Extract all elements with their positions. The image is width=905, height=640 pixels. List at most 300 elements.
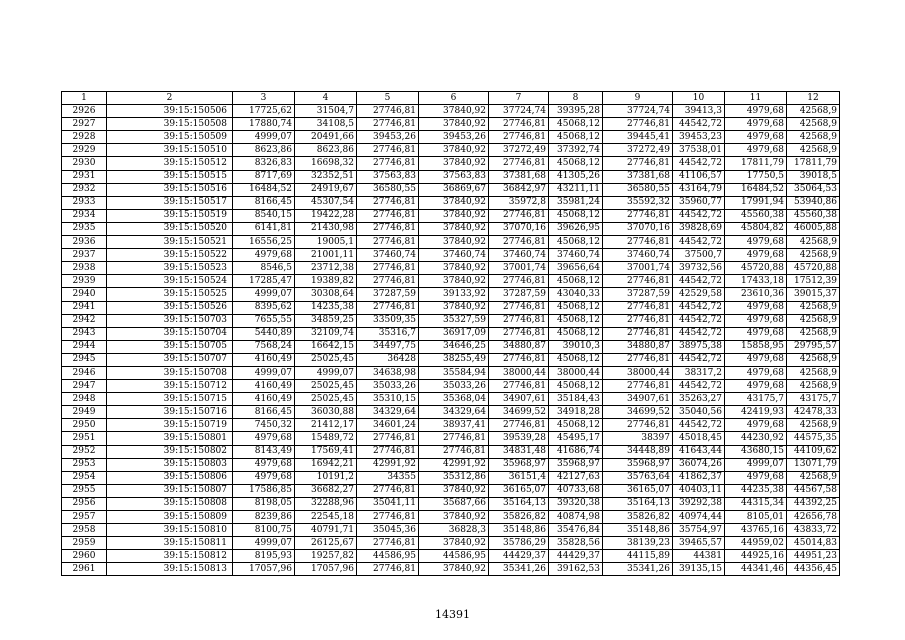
table-cell: 37724,74: [603, 105, 673, 118]
table-row: [62, 550, 840, 563]
table-cell: 27746,81: [489, 353, 549, 366]
column-header: 12: [787, 92, 840, 105]
table-cell: 35316,7: [357, 327, 419, 340]
table-cell: 34831,48: [489, 445, 549, 458]
table-cell: 27746,81: [357, 105, 419, 118]
table-cell: 2961: [62, 563, 107, 576]
table-cell: 44542,72: [673, 380, 725, 393]
table-cell: 27746,81: [357, 275, 419, 288]
table-cell: 2942: [62, 314, 107, 327]
table-cell: 35184,43: [549, 393, 603, 406]
table-cell: 39:15:150808: [107, 497, 233, 510]
column-header: 6: [419, 92, 489, 105]
table-cell: 27746,81: [489, 327, 549, 340]
table-cell: 34329,64: [357, 406, 419, 419]
table-row: [62, 275, 840, 288]
table-row: [62, 563, 840, 576]
table-row: [62, 236, 840, 249]
table-cell: 32288,96: [295, 497, 357, 510]
table-cell: 37272,49: [489, 144, 549, 157]
table-cell: 44586,95: [419, 550, 489, 563]
table-cell: 37840,92: [419, 537, 489, 550]
table-cell: 37287,59: [603, 288, 673, 301]
table-cell: 36580,55: [357, 183, 419, 196]
table-cell: 39135,15: [673, 563, 725, 576]
column-header: 10: [673, 92, 725, 105]
table-cell: 38000,44: [603, 366, 673, 379]
table-cell: 39:15:150517: [107, 196, 233, 209]
table-cell: 17725,62: [233, 105, 295, 118]
table-cell: 27746,81: [489, 301, 549, 314]
table-cell: 35041,11: [357, 497, 419, 510]
table-cell: 8717,69: [233, 170, 295, 183]
table-cell: 39465,57: [673, 537, 725, 550]
table-cell: 36917,09: [419, 327, 489, 340]
table-cell: 34699,52: [603, 406, 673, 419]
table-cell: 34638,98: [357, 366, 419, 379]
table-cell: 2960: [62, 550, 107, 563]
table-cell: 2937: [62, 249, 107, 262]
table-cell: 8198,05: [233, 497, 295, 510]
table-cell: 35592,32: [603, 196, 673, 209]
table-cell: 39453,26: [419, 131, 489, 144]
column-header: 5: [357, 92, 419, 105]
table-cell: 39453,26: [357, 131, 419, 144]
table-cell: 8326,83: [233, 157, 295, 170]
table-cell: 27746,81: [357, 222, 419, 235]
table-cell: 35960,77: [673, 196, 725, 209]
table-cell: 8395,62: [233, 301, 295, 314]
table-cell: 2948: [62, 393, 107, 406]
column-header: 3: [233, 92, 295, 105]
table-cell: 36828,3: [419, 524, 489, 537]
table-row: [62, 144, 840, 157]
table-cell: 2928: [62, 131, 107, 144]
table-cell: 5440,89: [233, 327, 295, 340]
table-cell: 4160,49: [233, 380, 295, 393]
column-header: 9: [603, 92, 673, 105]
table-cell: 2935: [62, 222, 107, 235]
table-cell: 39:15:150522: [107, 249, 233, 262]
table-cell: 25025,45: [295, 393, 357, 406]
table-cell: 39:15:150707: [107, 353, 233, 366]
table-cell: 45560,38: [725, 209, 787, 222]
table-cell: 8195,93: [233, 550, 295, 563]
table-cell: 44567,58: [787, 484, 840, 497]
table-cell: 37840,92: [419, 262, 489, 275]
table-cell: 2947: [62, 380, 107, 393]
table-cell: 15489,72: [295, 432, 357, 445]
table-cell: 42568,9: [787, 380, 840, 393]
table-cell: 36580,55: [603, 183, 673, 196]
table-cell: 45068,12: [549, 131, 603, 144]
table-cell: 4999,07: [233, 537, 295, 550]
table-cell: 21430,98: [295, 222, 357, 235]
table-cell: 2944: [62, 340, 107, 353]
table-row: [62, 118, 840, 131]
table-cell: 16484,52: [233, 183, 295, 196]
table-cell: 2958: [62, 524, 107, 537]
table-cell: 27746,81: [489, 131, 549, 144]
table-row: [62, 327, 840, 340]
table-cell: 27746,81: [357, 511, 419, 524]
table-cell: 27746,81: [489, 419, 549, 432]
table-cell: 37563,83: [419, 170, 489, 183]
table-cell: 37840,92: [419, 222, 489, 235]
table-row: [62, 301, 840, 314]
table-cell: 2952: [62, 445, 107, 458]
column-header: 11: [725, 92, 787, 105]
table-cell: 22545,18: [295, 511, 357, 524]
table-cell: 39162,53: [549, 563, 603, 576]
table-row: [62, 524, 840, 537]
table-cell: 39:15:150704: [107, 327, 233, 340]
column-header: 4: [295, 92, 357, 105]
table-cell: 4979,68: [233, 471, 295, 484]
table-cell: 2959: [62, 537, 107, 550]
table-cell: 16556,25: [233, 236, 295, 249]
table-cell: 44542,72: [673, 314, 725, 327]
table-cell: 2940: [62, 288, 107, 301]
table-cell: 35263,27: [673, 393, 725, 406]
table-cell: 2956: [62, 497, 107, 510]
table-cell: 42568,9: [787, 249, 840, 262]
column-header: 1: [62, 92, 107, 105]
table-cell: 21412,17: [295, 419, 357, 432]
table-cell: 27746,81: [489, 314, 549, 327]
table-header-row: [62, 92, 840, 105]
table-cell: 4979,68: [233, 432, 295, 445]
table-cell: 44542,72: [673, 327, 725, 340]
table-cell: 17586,85: [233, 484, 295, 497]
table-cell: 45068,12: [549, 419, 603, 432]
table-cell: 19422,28: [295, 209, 357, 222]
table-cell: 8166,45: [233, 406, 295, 419]
table-cell: 42568,9: [787, 144, 840, 157]
table-cell: 37001,74: [489, 262, 549, 275]
table-cell: 39:15:150509: [107, 131, 233, 144]
table-cell: 27746,81: [603, 301, 673, 314]
table-cell: 38937,41: [419, 419, 489, 432]
column-header: 7: [489, 92, 549, 105]
table-cell: 34699,52: [489, 406, 549, 419]
table-cell: 35826,82: [603, 511, 673, 524]
table-cell: 17512,39: [787, 275, 840, 288]
table-row: [62, 458, 840, 471]
table-row: [62, 484, 840, 497]
table-cell: 37840,92: [419, 157, 489, 170]
table-cell: 42568,9: [787, 301, 840, 314]
table-cell: 37724,74: [489, 105, 549, 118]
table-cell: 37840,92: [419, 118, 489, 131]
table-cell: 38975,38: [673, 340, 725, 353]
table-cell: 42478,33: [787, 406, 840, 419]
table-cell: 45068,12: [549, 236, 603, 249]
table-cell: 20491,66: [295, 131, 357, 144]
table-cell: 37272,49: [603, 144, 673, 157]
table-cell: 27746,81: [603, 353, 673, 366]
table-cell: 44429,37: [549, 550, 603, 563]
table-cell: 37392,74: [549, 144, 603, 157]
table-cell: 4979,68: [233, 458, 295, 471]
table-cell: 42991,92: [357, 458, 419, 471]
table-cell: 36074,26: [673, 458, 725, 471]
table-cell: 45068,12: [549, 353, 603, 366]
table-cell: 36842,97: [489, 183, 549, 196]
table-cell: 32109,74: [295, 327, 357, 340]
table-cell: 27746,81: [419, 445, 489, 458]
table-cell: 42529,58: [673, 288, 725, 301]
table-cell: 44235,38: [725, 484, 787, 497]
table-row: [62, 288, 840, 301]
table-cell: 4979,68: [725, 314, 787, 327]
table-cell: 27746,81: [357, 563, 419, 576]
table-row: [62, 353, 840, 366]
table-cell: 2957: [62, 511, 107, 524]
table-cell: 43833,72: [787, 524, 840, 537]
table-cell: 2929: [62, 144, 107, 157]
table-cell: 39:15:150812: [107, 550, 233, 563]
table-cell: 36165,07: [489, 484, 549, 497]
table-cell: 43680,15: [725, 445, 787, 458]
table-cell: 34880,87: [603, 340, 673, 353]
table-cell: 4999,07: [233, 288, 295, 301]
table-cell: 42419,93: [725, 406, 787, 419]
table-cell: 44575,35: [787, 432, 840, 445]
table-cell: 4999,07: [295, 366, 357, 379]
table-cell: 42568,9: [787, 327, 840, 340]
table-cell: 39015,37: [787, 288, 840, 301]
table-cell: 2934: [62, 209, 107, 222]
table-row: [62, 511, 840, 524]
table-cell: 2927: [62, 118, 107, 131]
table-cell: 39413,3: [673, 105, 725, 118]
table-cell: 27746,81: [603, 118, 673, 131]
table-cell: 34859,25: [295, 314, 357, 327]
table-cell: 27746,81: [603, 209, 673, 222]
table-cell: 35763,64: [603, 471, 673, 484]
table-cell: 45068,12: [549, 327, 603, 340]
table-cell: 40733,68: [549, 484, 603, 497]
table-cell: 10191,2: [295, 471, 357, 484]
table-cell: 37287,59: [357, 288, 419, 301]
table-cell: 43765,16: [725, 524, 787, 537]
table-cell: 8546,5: [233, 262, 295, 275]
table-cell: 34108,5: [295, 118, 357, 131]
table-cell: 34907,61: [603, 393, 673, 406]
table-cell: 39656,64: [549, 262, 603, 275]
table-cell: 35327,59: [419, 314, 489, 327]
table-cell: 45068,12: [549, 380, 603, 393]
table-cell: 37460,74: [357, 249, 419, 262]
table-cell: 25025,45: [295, 353, 357, 366]
table-cell: 34646,25: [419, 340, 489, 353]
table-cell: 44542,72: [673, 353, 725, 366]
table-cell: 39:15:150716: [107, 406, 233, 419]
data-table: [61, 91, 840, 576]
table-cell: 39:15:150810: [107, 524, 233, 537]
table-cell: 39:15:150705: [107, 340, 233, 353]
table-cell: 39395,28: [549, 105, 603, 118]
table-cell: 39445,41: [603, 131, 673, 144]
table-cell: 44392,25: [787, 497, 840, 510]
table-cell: 46005,88: [787, 222, 840, 235]
table-cell: 27746,81: [489, 380, 549, 393]
table-cell: 30308,64: [295, 288, 357, 301]
table-cell: 4979,68: [725, 353, 787, 366]
table-row: [62, 380, 840, 393]
table-cell: 44951,23: [787, 550, 840, 563]
table-cell: 37840,92: [419, 196, 489, 209]
table-cell: 34497,75: [357, 340, 419, 353]
table-cell: 41106,57: [673, 170, 725, 183]
column-header: 8: [549, 92, 603, 105]
table-cell: 7450,32: [233, 419, 295, 432]
table-row: [62, 196, 840, 209]
table-cell: 39:15:150523: [107, 262, 233, 275]
table-cell: 39:15:150526: [107, 301, 233, 314]
table-cell: 17057,96: [233, 563, 295, 576]
table-cell: 2951: [62, 432, 107, 445]
table-cell: 34329,64: [419, 406, 489, 419]
table-row: [62, 445, 840, 458]
table-cell: 39:15:150809: [107, 511, 233, 524]
table-cell: 35164,13: [489, 497, 549, 510]
table-cell: 34880,87: [489, 340, 549, 353]
table-cell: 37070,16: [603, 222, 673, 235]
page-number: 14391: [435, 608, 470, 621]
table-cell: 36682,27: [295, 484, 357, 497]
table-cell: 17569,41: [295, 445, 357, 458]
table-cell: 42568,9: [787, 105, 840, 118]
table-cell: 44586,95: [357, 550, 419, 563]
table-cell: 35968,97: [489, 458, 549, 471]
table-cell: 27746,81: [603, 419, 673, 432]
table-cell: 4979,68: [725, 327, 787, 340]
table-cell: 39018,5: [787, 170, 840, 183]
table-cell: 39:15:150521: [107, 236, 233, 249]
table-cell: 19005,1: [295, 236, 357, 249]
table-row: [62, 393, 840, 406]
table-cell: 40791,71: [295, 524, 357, 537]
table-row: [62, 406, 840, 419]
table-cell: 4979,68: [725, 380, 787, 393]
table-cell: 4979,68: [725, 419, 787, 432]
table-cell: 27746,81: [357, 118, 419, 131]
table-cell: 2926: [62, 105, 107, 118]
table-row: [62, 183, 840, 196]
table-cell: 35786,29: [489, 537, 549, 550]
table-cell: 35040,56: [673, 406, 725, 419]
table-cell: 44925,16: [725, 550, 787, 563]
table-cell: 35064,53: [787, 183, 840, 196]
table-cell: 39:15:150519: [107, 209, 233, 222]
table-cell: 36428: [357, 353, 419, 366]
table-cell: 39:15:150803: [107, 458, 233, 471]
table-cell: 39133,92: [419, 288, 489, 301]
table-cell: 44315,34: [725, 497, 787, 510]
table-cell: 4979,68: [725, 105, 787, 118]
table-cell: 42568,9: [787, 353, 840, 366]
column-header: 2: [107, 92, 233, 105]
table-cell: 2933: [62, 196, 107, 209]
table-cell: 39:15:150715: [107, 393, 233, 406]
table-cell: 37381,68: [489, 170, 549, 183]
table-cell: 44542,72: [673, 157, 725, 170]
table-cell: 2949: [62, 406, 107, 419]
table-cell: 33509,35: [357, 314, 419, 327]
table-cell: 8143,49: [233, 445, 295, 458]
table-cell: 45720,88: [787, 262, 840, 275]
table-cell: 17433,18: [725, 275, 787, 288]
table-cell: 13071,79: [787, 458, 840, 471]
table-cell: 42656,78: [787, 511, 840, 524]
table-cell: 35341,26: [603, 563, 673, 576]
table-cell: 45720,88: [725, 262, 787, 275]
table-cell: 2930: [62, 157, 107, 170]
table-cell: 34448,89: [603, 445, 673, 458]
table-cell: 6141,81: [233, 222, 295, 235]
table-cell: 39:15:150524: [107, 275, 233, 288]
table-cell: 44109,62: [787, 445, 840, 458]
table-cell: 39:15:150719: [107, 419, 233, 432]
table-cell: 2932: [62, 183, 107, 196]
table-cell: 15858,95: [725, 340, 787, 353]
table-cell: 44542,72: [673, 301, 725, 314]
table-cell: 39:15:150525: [107, 288, 233, 301]
table-cell: 17811,79: [787, 157, 840, 170]
table-cell: 44542,72: [673, 419, 725, 432]
table-row: [62, 537, 840, 550]
table-cell: 35476,84: [549, 524, 603, 537]
table-cell: 35826,82: [489, 511, 549, 524]
table-cell: 39:15:150811: [107, 537, 233, 550]
table-cell: 7655,55: [233, 314, 295, 327]
table-cell: 42568,9: [787, 118, 840, 131]
table-cell: 35310,15: [357, 393, 419, 406]
table-cell: 45495,17: [549, 432, 603, 445]
table-cell: 40874,98: [549, 511, 603, 524]
table-cell: 45560,38: [787, 209, 840, 222]
table-cell: 2931: [62, 170, 107, 183]
table-cell: 39:15:150813: [107, 563, 233, 576]
table-cell: 39:15:150508: [107, 118, 233, 131]
table-cell: 25025,45: [295, 380, 357, 393]
table-cell: 39:15:150506: [107, 105, 233, 118]
table-cell: 8540,15: [233, 209, 295, 222]
table-cell: 4160,49: [233, 353, 295, 366]
table-cell: 42568,9: [787, 314, 840, 327]
table-cell: 27746,81: [357, 196, 419, 209]
table-cell: 14235,38: [295, 301, 357, 314]
table-cell: 38255,49: [419, 353, 489, 366]
table-cell: 37563,83: [357, 170, 419, 183]
table-cell: 38000,44: [489, 366, 549, 379]
table-cell: 35968,97: [549, 458, 603, 471]
table-cell: 37538,01: [673, 144, 725, 157]
table-cell: 4979,68: [725, 144, 787, 157]
table-cell: 39:15:150703: [107, 314, 233, 327]
table-cell: 41643,44: [673, 445, 725, 458]
table-cell: 39:15:150802: [107, 445, 233, 458]
table-cell: 37500,7: [673, 249, 725, 262]
table-cell: 35828,56: [549, 537, 603, 550]
table-row: [62, 497, 840, 510]
table-cell: 7568,24: [233, 340, 295, 353]
table-row: [62, 314, 840, 327]
table-cell: 27746,81: [357, 301, 419, 314]
table-cell: 37840,92: [419, 105, 489, 118]
